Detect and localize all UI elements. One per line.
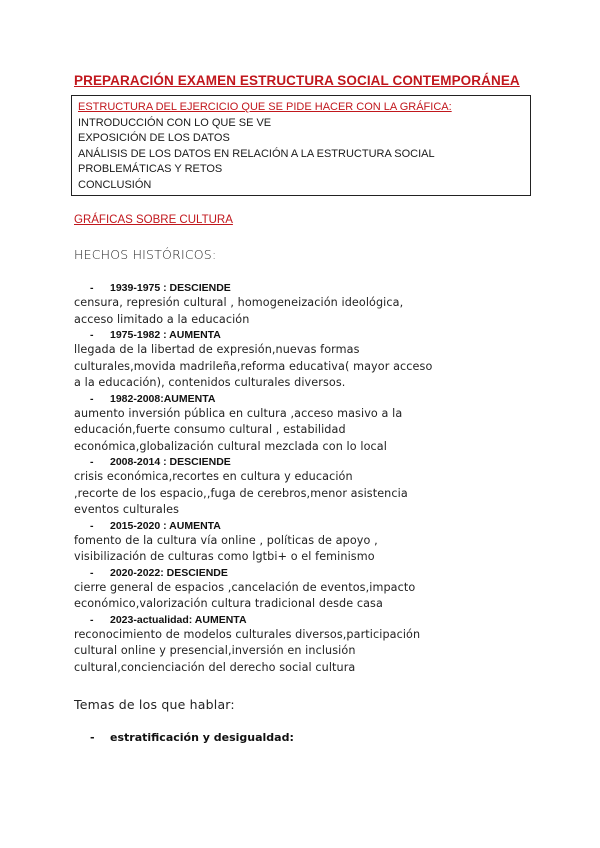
period-title: 1975-1982 : AUMENTA <box>110 329 221 341</box>
historical-facts-label: HECHOS HISTÓRICOS: <box>74 247 217 262</box>
bullet-dash: - <box>90 613 94 626</box>
period-item <box>74 392 544 456</box>
period-text: económico,valorización cultura tradicional desde casa <box>74 597 383 610</box>
period-title: 1939-1975 : DESCIENDE <box>110 282 231 294</box>
topic-item <box>90 731 294 744</box>
period-item <box>74 328 544 392</box>
period-title: 2015-2020 : AUMENTA <box>110 519 221 532</box>
period-text: censura, represión cultural , homogeneización ideológica, <box>74 296 404 309</box>
box-line: PROBLEMÁTICAS Y RETOS <box>78 163 223 175</box>
bullet-dash: - <box>90 329 94 341</box>
bullet-dash: - <box>90 392 94 405</box>
bullet-dash: - <box>90 519 94 532</box>
topics-label: Temas de los que hablar: <box>74 697 235 712</box>
period-title: 2020-2022: DESCIENDE <box>110 566 228 579</box>
section-subheading: GRÁFICAS SOBRE CULTURA <box>74 214 233 226</box>
period-item <box>74 566 544 613</box>
box-line: EXPOSICIÓN DE LOS DATOS <box>78 132 230 144</box>
period-text: eventos culturales <box>74 503 179 516</box>
period-text: culturales,movida madrileña,reforma educativa( mayor acceso <box>74 359 433 373</box>
period-text: llegada de la libertad de expresión,nuevas formas <box>74 343 360 356</box>
period-item <box>74 455 544 519</box>
box-line: ANÁLISIS DE LOS DATOS EN RELACIÓN A LA ESTRUCTURA SOCIAL <box>78 147 435 160</box>
period-text: aumento inversión pública en cultura ,acceso masivo a la <box>74 406 403 420</box>
period-item <box>74 613 544 677</box>
topic-item-label: estratificación y desigualdad: <box>110 731 294 744</box>
period-text: reconocimiento de modelos culturales diversos,participación <box>74 627 421 641</box>
period-item <box>74 519 544 566</box>
period-text: a la educación), contenidos culturales diversos. <box>74 376 346 389</box>
box-line: CONCLUSIÓN <box>78 178 152 191</box>
box-heading: ESTRUCTURA DEL EJERCICIO QUE SE PIDE HACER CON LA GRÁFICA: <box>78 101 452 113</box>
bullet-dash: - <box>90 731 95 744</box>
document-title: PREPARACIÓN EXAMEN ESTRUCTURA SOCIAL CONTEMPORÁNEA <box>74 73 520 88</box>
period-text: crisis económica,recortes en cultura y educación <box>74 470 353 483</box>
period-text: cultural online y presencial,inversión en inclusión <box>74 644 356 657</box>
period-text: educación,fuerte consumo cultural , estabilidad <box>74 423 346 436</box>
exercise-structure-box <box>71 95 531 196</box>
period-text: fomento de la cultura vía online , políticas de apoyo , <box>74 533 378 547</box>
bullet-dash: - <box>90 456 94 468</box>
period-text: económica,globalización cultural mezclada con lo local <box>74 439 387 453</box>
period-title: 1982-2008:AUMENTA <box>110 392 216 405</box>
period-text: cultural,concienciación del derecho social cultura <box>74 660 356 674</box>
period-title: 2008-2014 : DESCIENDE <box>110 456 231 468</box>
bullet-dash: - <box>90 282 94 294</box>
period-text: acceso limitado a la educación <box>74 312 250 326</box>
period-item <box>74 281 544 328</box>
periods-list <box>74 281 544 676</box>
bullet-dash: - <box>90 566 94 579</box>
period-text: visibilización de culturas como lgtbi+ o el feminismo <box>74 550 375 563</box>
period-text: ,recorte de los espacio,,fuga de cerebros,menor asistencia <box>74 486 408 500</box>
period-text: cierre general de espacios ,cancelación de eventos,impacto <box>74 580 416 594</box>
period-title: 2023-actualidad: AUMENTA <box>110 613 247 626</box>
box-line: INTRODUCCIÓN CON LO QUE SE VE <box>78 116 272 129</box>
